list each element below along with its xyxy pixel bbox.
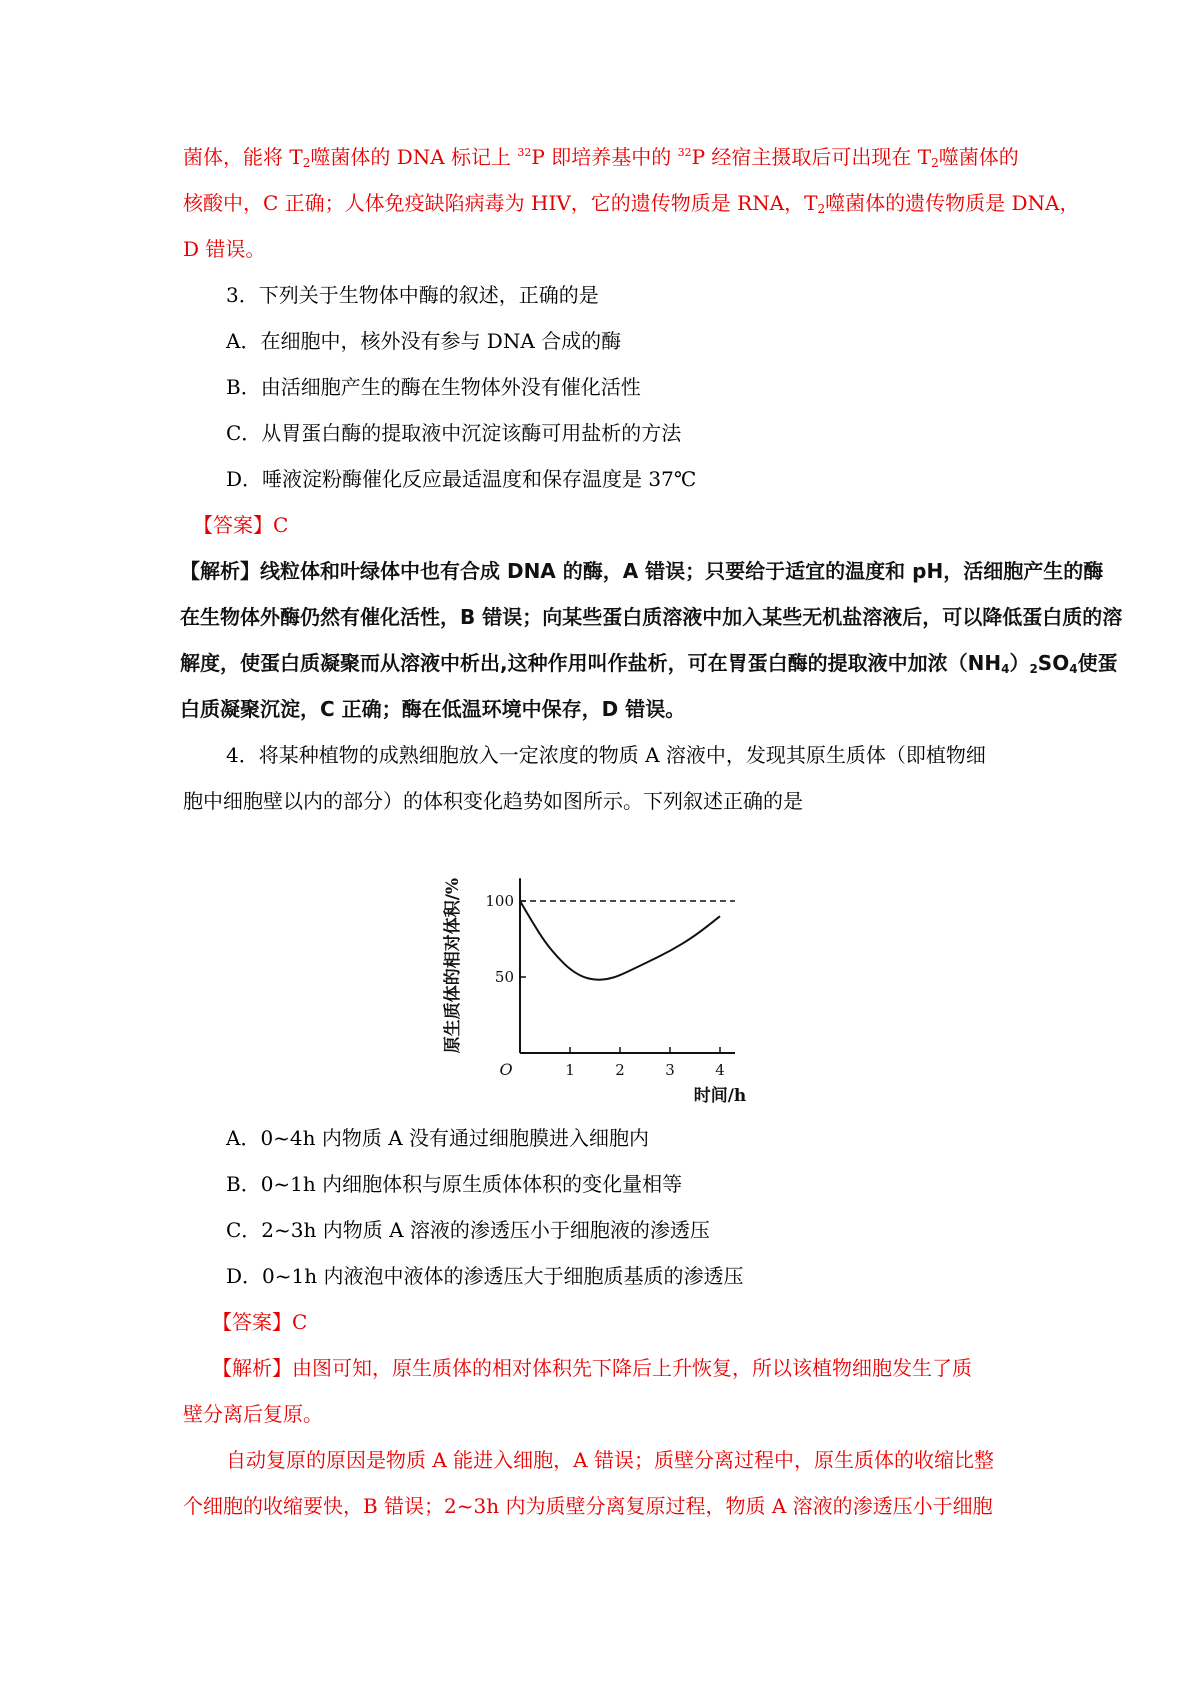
x-tick-label: 1 [565,1061,575,1079]
answer-text-line: 核酸中，C 正确；人体免疫缺陷病毒为 HIV，它的遗传物质是 RNA，$T_2$噬菌体的遗传物质是 DNA， [183,191,1080,216]
question-3-analysis-line: 在生物体外酶仍然有催化活性，B 错误；向某些蛋白质溶液中加入某些无机盐溶液后，可以降低蛋白质的溶 [180,605,1123,629]
question-4-analysis-line: 个细胞的收缩要快，B 错误；2~3h 内为质壁分离复原过程，物质 A 溶液的渗透压小于细胞 [183,1494,993,1518]
question-4-option-d: D．0~1h 内液泡中液体的渗透压大于细胞质基质的渗透压 [226,1264,744,1288]
answer-text-line: D 错误。 [183,237,266,261]
question-4-option-b: B．0~1h 内细胞体积与原生质体体积的变化量相等 [226,1172,683,1196]
question-4-analysis-line: 【解析】由图可知，原生质体的相对体积先下降后上升恢复，所以该植物细胞发生了质 [212,1356,972,1380]
x-tick-label: 2 [615,1061,625,1079]
question-3-option-a: A．在细胞中，核外没有参与 DNA 合成的酶 [226,329,622,353]
answer-text-line: 菌体，能将 $T_2$噬菌体的 DNA 标记上 $^{32}$P 即培养基中的 $^{32}$P 经宿主摄取后可出现在 $T_2$噬菌体的 [183,145,1019,170]
question-3-analysis-line: 解度，使蛋白质凝聚而从溶液中析出,这种作用叫作盐析，可在胃蛋白酶的提取液中加浓$(NH_4)_2SO_4$使蛋 [180,651,1118,676]
question-3-analysis-line: 白质凝聚沉淀，C 正确；酶在低温环境中保存，D 错误。 [180,697,686,721]
protoplast-volume-chart [440,845,800,1105]
question-4-stem: 4．将某种植物的成熟细胞放入一定浓度的物质 A 溶液中，发现其原生质体（即植物细 [226,743,986,767]
y-axis-label: 原生质体的相对体积/% [443,877,463,1054]
origin-label: O [499,1060,513,1079]
protoplast-volume-curve [520,901,720,980]
question-3-analysis-line: 【解析】线粒体和叶绿体中也有合成 DNA 的酶，A 错误；只要给于适宜的温度和 pH，活细胞产生的酶 [180,559,1104,583]
question-4-option-c: C．2~3h 内物质 A 溶液的渗透压小于细胞液的渗透压 [226,1218,710,1242]
question-4-analysis-line: 壁分离后复原。 [183,1402,323,1426]
question-4-answer: 【答案】C [212,1310,308,1334]
question-3-option-b: B．由活细胞产生的酶在生物体外没有催化活性 [226,375,641,399]
y-tick-label: 50 [494,968,514,986]
x-tick-label: 3 [665,1061,675,1079]
question-3-option-d: D．唾液淀粉酶催化反应最适温度和保存温度是 37℃ [226,467,697,491]
question-4-stem: 胞中细胞壁以内的部分）的体积变化趋势如图所示。下列叙述正确的是 [183,789,803,813]
y-tick-label: 100 [485,892,514,910]
x-tick-label: 4 [715,1061,725,1079]
x-axis-label: 时间/h [693,1086,747,1105]
question-3-stem: 3．下列关于生物体中酶的叙述，正确的是 [226,283,599,307]
question-4-analysis-line: 自动复原的原因是物质 A 能进入细胞，A 错误；质壁分离过程中，原生质体的收缩比整 [226,1448,994,1472]
question-3-option-c: C．从胃蛋白酶的提取液中沉淀该酶可用盐析的方法 [226,421,682,445]
question-4-option-a: A．0~4h 内物质 A 没有通过细胞膜进入细胞内 [226,1126,650,1150]
question-3-answer: 【答案】C [193,513,289,537]
